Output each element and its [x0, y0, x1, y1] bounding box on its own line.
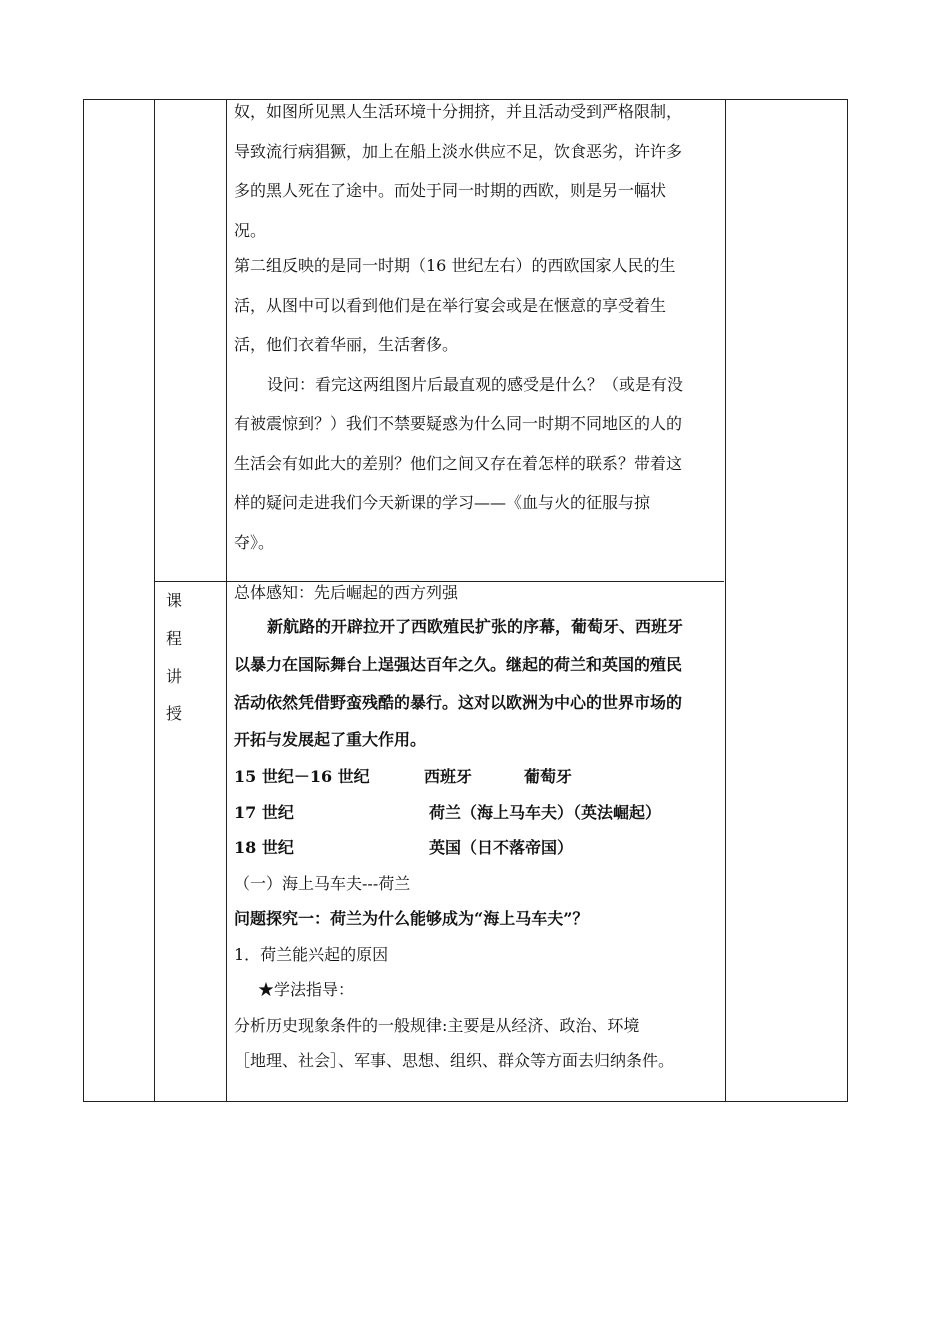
text-line: 生活会有如此大的差别？他们之间又存在着怎样的联系？带着这 — [234, 453, 683, 473]
text-line: 新航路的开辟拉开了西欧殖民扩张的序幕，葡萄牙、西班牙 — [267, 617, 684, 636]
text-line: 分析历史现象条件的一般规律:主要是从经济、政治、环境 — [234, 1015, 640, 1035]
timeline-row — [234, 795, 718, 831]
timeline-country: 英国（日不落帝国） — [429, 838, 574, 858]
stage-char: 课 — [165, 591, 182, 610]
question-line: 问题探究一：荷兰为什么能够成为“海上马车夫”？ — [234, 909, 589, 929]
guide-line: ★学法指导： — [258, 980, 355, 1000]
timeline-row — [234, 759, 718, 795]
stage-char: 授 — [165, 704, 182, 724]
text-line: ［地理、社会］、军事、思想、组织、群众等方面去归纳条件。 — [234, 1051, 675, 1071]
stage-label — [164, 582, 184, 733]
column-divider — [154, 100, 155, 1101]
text-line: 活，从图中可以看到他们是在举行宴会或是在惬意的享受着生 — [234, 295, 667, 315]
column-divider — [725, 100, 726, 1101]
timeline-country: 西班牙 — [424, 767, 473, 787]
section-heading: （一）海上马车夫---荷兰 — [234, 873, 411, 893]
text-line: 有被震惊到？）我们不禁要疑惑为什么同一时期不同地区的人的 — [234, 414, 683, 433]
text-line: 导致流行病猖獗，加上在船上淡水供应不足，饮食恶劣，许许多 — [234, 141, 683, 161]
timeline-period: 18 世纪 — [234, 838, 294, 858]
column-divider — [226, 100, 227, 1101]
text-line: 活动依然凭借野蛮残酷的暴行。这对以欧洲为中心的世界市场的 — [234, 692, 683, 712]
intro-cell — [234, 92, 718, 562]
timeline-country: 葡萄牙 — [524, 767, 573, 787]
item-line: 1．荷兰能兴起的原因 — [234, 944, 389, 964]
text-line: 第二组反映的是同一时期（16 世纪左右）的西欧国家人民的生 — [234, 256, 676, 275]
text-line: 活，他们衣着华丽，生活奢侈。 — [234, 335, 459, 354]
timeline-period: 15 世纪－16 世纪 — [234, 767, 370, 787]
text-line: 开拓与发展起了重大作用。 — [234, 730, 427, 750]
text-line: 多的黑人死在了途中。而处于同一时期的西欧，则是另一幅状 — [234, 181, 667, 200]
stage-char: 程 — [165, 628, 182, 648]
text-line: 以暴力在国际舞台上逞强达百年之久。继起的荷兰和英国的殖民 — [234, 654, 683, 674]
text-line: 奴，如图所见黑人生活环境十分拥挤，并且活动受到严格限制， — [234, 102, 683, 121]
text-line: 夺》。 — [234, 532, 275, 552]
text-line: 况。 — [234, 220, 267, 240]
lesson-table — [83, 99, 848, 1102]
text-line: 样的疑问走进我们今天新课的学习——《血与火的征服与掠 — [234, 493, 651, 512]
timeline-period: 17 世纪 — [234, 802, 294, 822]
lesson-cell — [234, 578, 718, 1079]
text-line: 设问：看完这两组图片后最直观的感受是什么？（或是有没 — [267, 374, 684, 394]
timeline-country: 荷兰（海上马车夫）（英法崛起） — [429, 802, 662, 822]
stage-char: 讲 — [165, 666, 182, 686]
timeline-row — [234, 830, 718, 866]
overview-line: 总体感知：先后崛起的西方列强 — [234, 583, 459, 602]
